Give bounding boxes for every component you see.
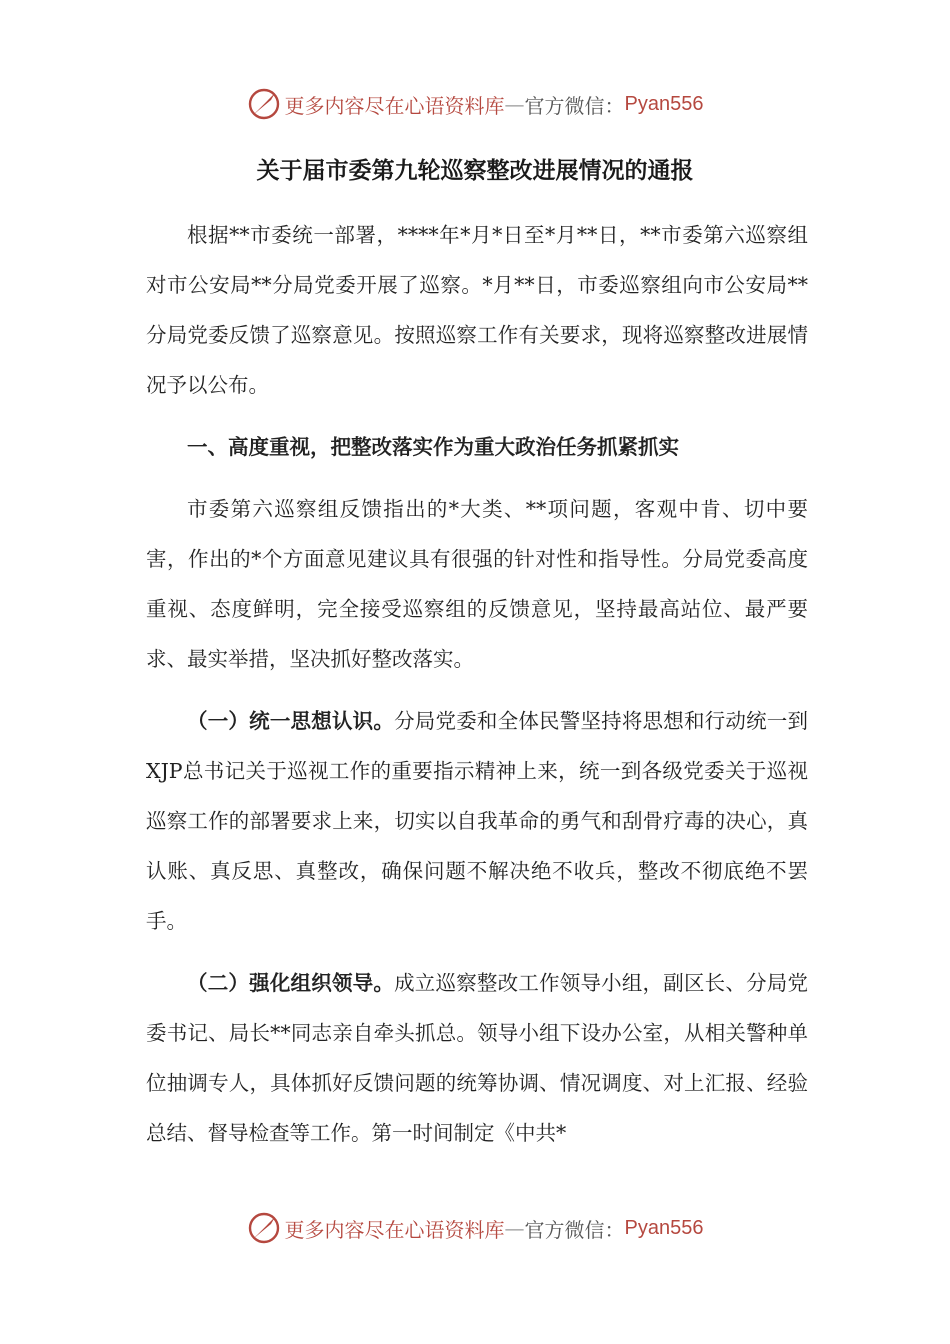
item1-heading: （一）统一思想认识。 bbox=[187, 709, 395, 733]
item2-heading: （二）强化组织领导。 bbox=[187, 971, 395, 995]
quill-logo-icon bbox=[247, 87, 281, 121]
watermark-banner-bottom bbox=[0, 1208, 950, 1248]
watermark-wechat-label: 官方微信： bbox=[524, 93, 625, 118]
item2-paragraph bbox=[146, 958, 808, 1158]
watermark-wechat-label: 官方微信： bbox=[524, 1217, 625, 1242]
intro-paragraph: 根据**市委统一部署，****年*月*日至*月**日，**市委第六巡察组对市公安局**分局党委开展了巡察。*月**日，市委巡察组向市公安局**分局党委反馈了巡察意见。按照巡察工作有关要求，现将巡察整改进展情况予以公布。 bbox=[146, 223, 808, 397]
section1-heading: 一、高度重视，把整改落实作为重大政治任务抓紧抓实 bbox=[187, 435, 679, 459]
watermark-banner-top bbox=[0, 84, 950, 124]
watermark-wechat-id: Pyan556 bbox=[624, 92, 704, 115]
watermark-wechat-id: Pyan556 bbox=[624, 1216, 704, 1239]
watermark-text: 更多内容尽在心语资料库 bbox=[284, 1217, 505, 1242]
watermark-separator: — bbox=[504, 1216, 525, 1240]
item1-paragraph bbox=[146, 696, 808, 946]
quill-logo-icon bbox=[247, 1211, 281, 1245]
item2-text: 成立巡察整改工作领导小组，副区长、分局党委书记、局长**同志亲自牵头抓总。领导小组下设办公室，从相关警种单位抽调专人，具体抓好反馈问题的统筹协调、情况调度、对上汇报、经验总结、督导检查等工作。第一时间制定《中共* bbox=[146, 971, 809, 1145]
watermark-separator: — bbox=[504, 92, 525, 116]
watermark-text: 更多内容尽在心语资料库 bbox=[284, 93, 505, 118]
item1-text: 分局党委和全体民警坚持将思想和行动统一到XJP总书记关于巡视工作的重要指示精神上来，统一到各级党委关于巡视巡察工作的部署要求上来，切实以自我革命的勇气和刮骨疗毒的决心，真认账、真反思、真整改，确保问题不解决绝不收兵，整改不彻底绝不罢手。 bbox=[146, 709, 809, 933]
section1-paragraph: 市委第六巡察组反馈指出的*大类、**项问题，客观中肯、切中要害，作出的*个方面意见建议具有很强的针对性和指导性。分局党委高度重视、态度鲜明，完全接受巡察组的反馈意见，坚持最高站位、最严要求、最实举措，坚决抓好整改落实。 bbox=[146, 497, 808, 671]
document-body bbox=[146, 210, 808, 1158]
document-title: 关于届市委第九轮巡察整改进展情况的通报 bbox=[256, 158, 694, 184]
